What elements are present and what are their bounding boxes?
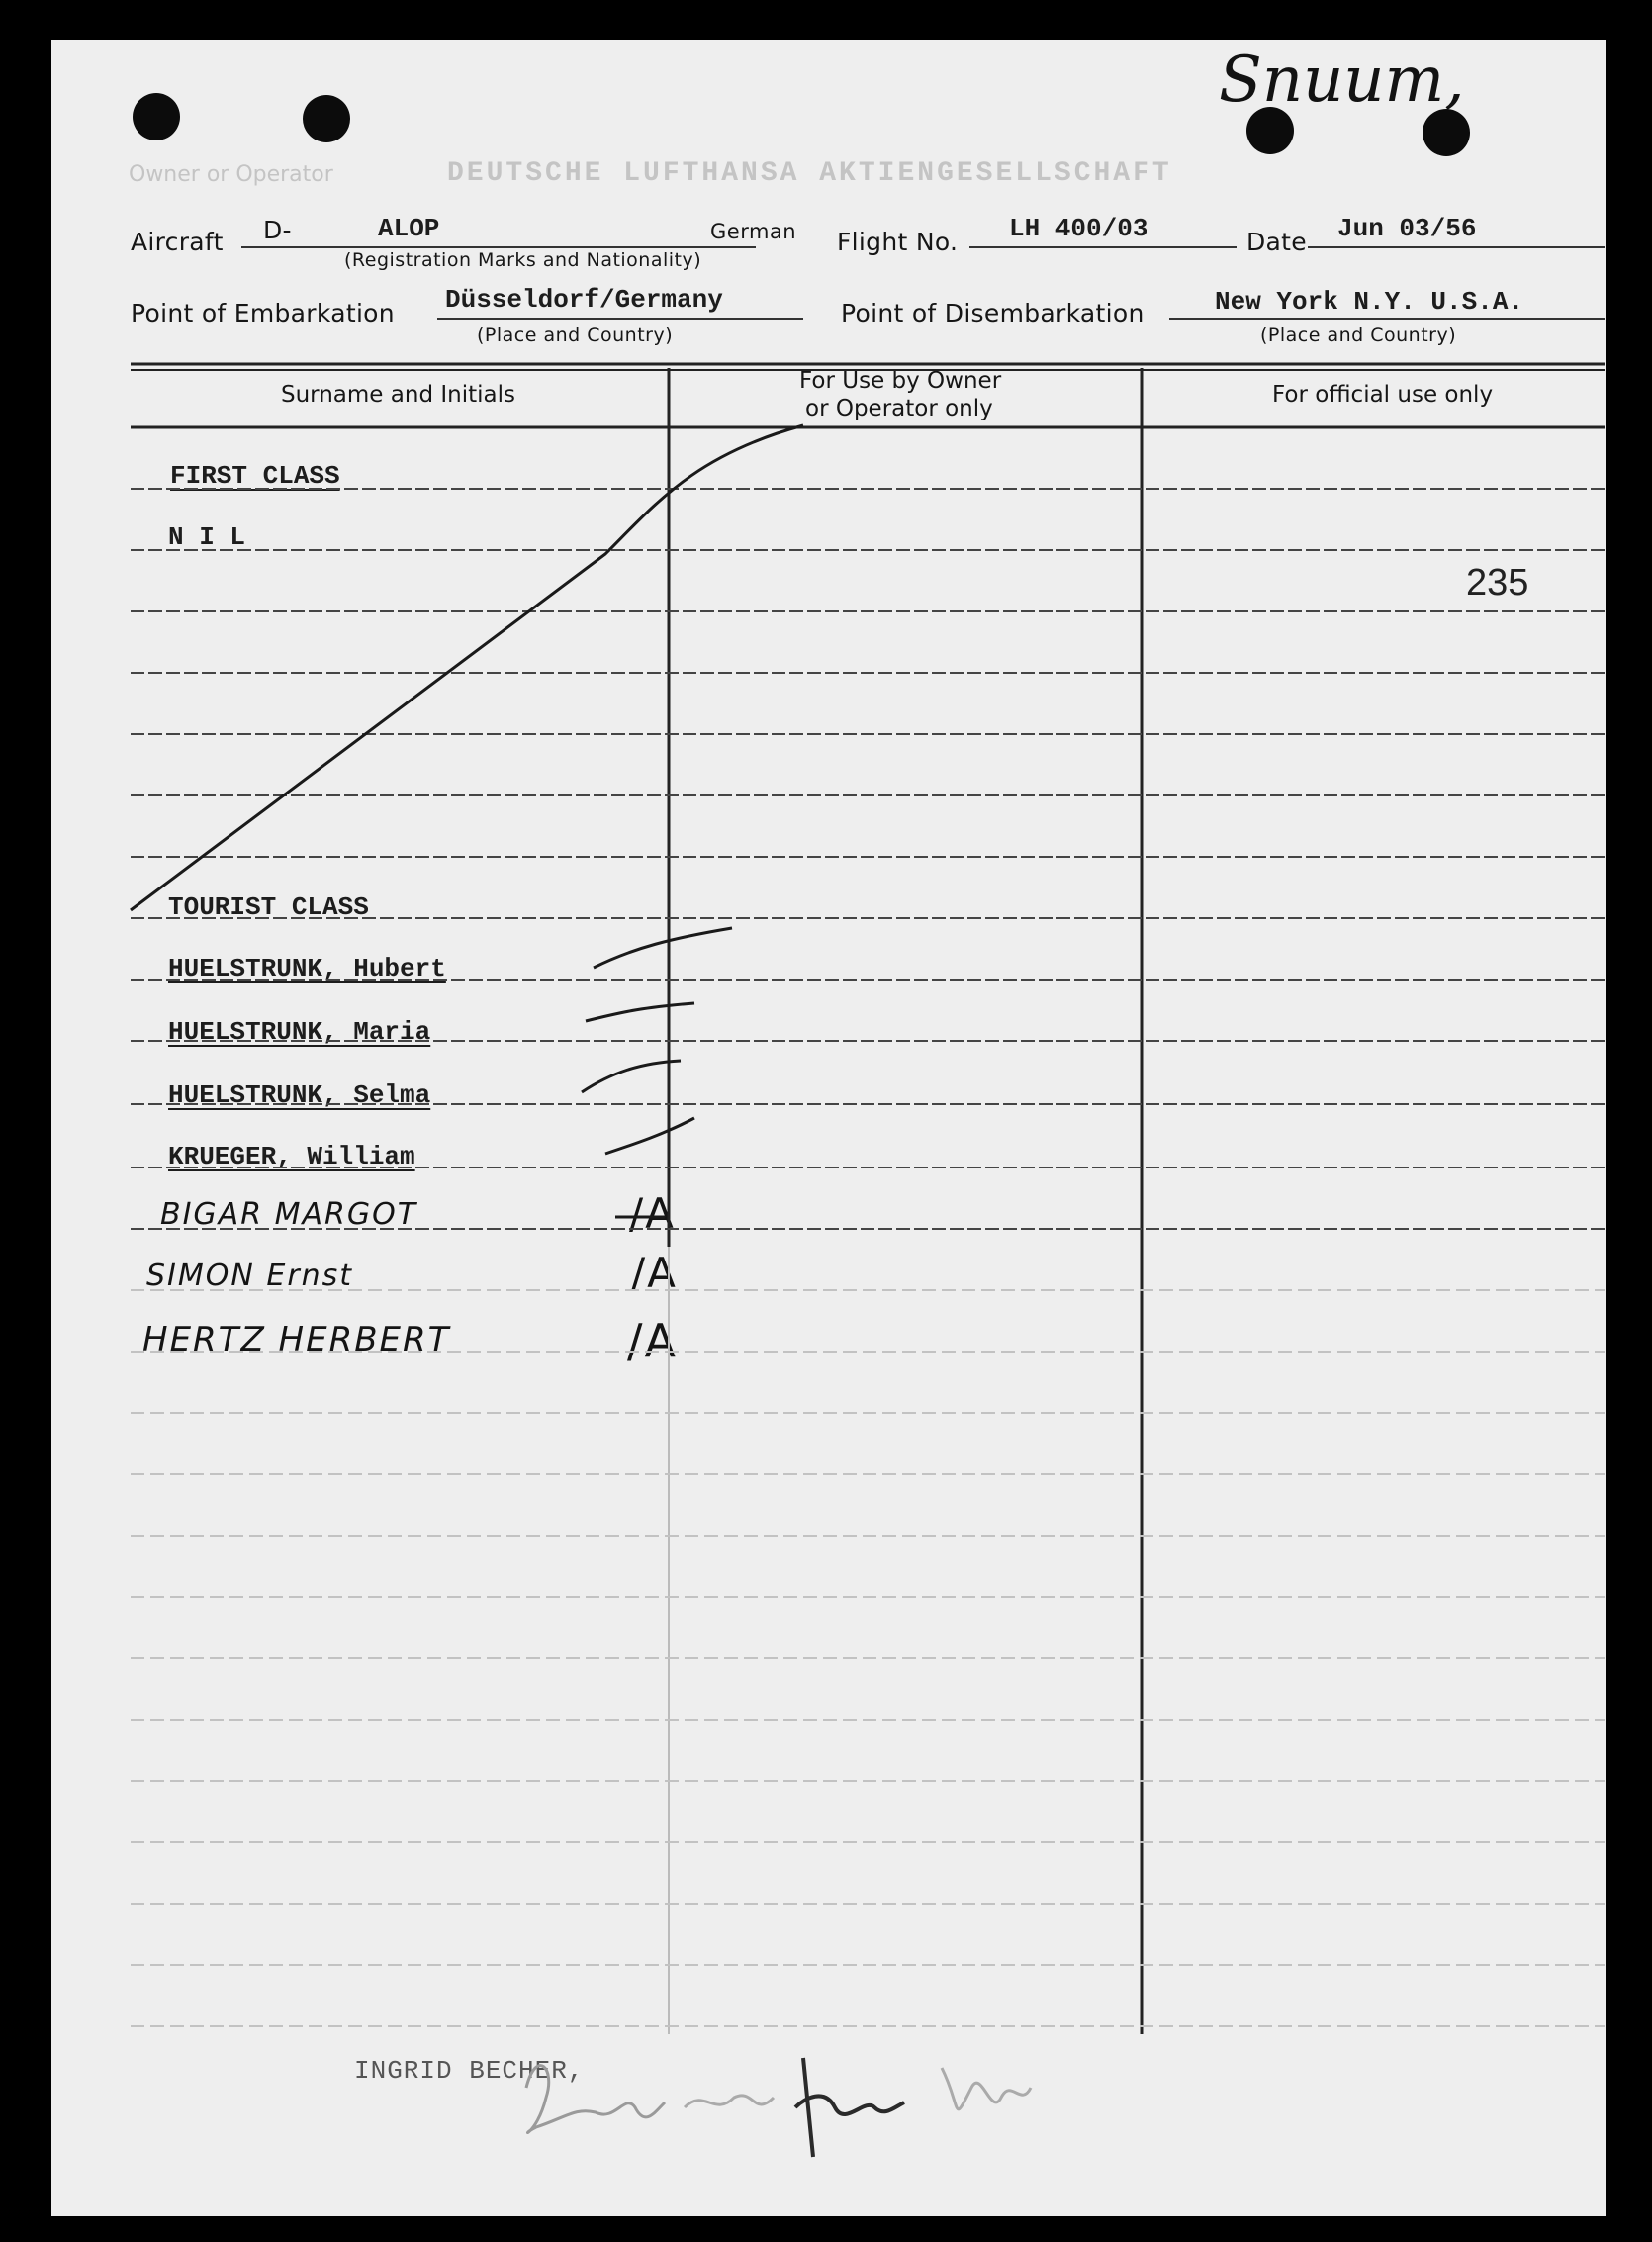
first-class-heading: FIRST CLASS [170, 461, 340, 491]
handwritten-mark: /A [627, 1314, 678, 1367]
disembarkation-value: New York N.Y. U.S.A. [1215, 287, 1524, 317]
flight-label: Flight No. [837, 228, 959, 256]
owner-label: Owner or Operator [129, 162, 333, 187]
tourist-class-heading: TOURIST CLASS [168, 892, 369, 922]
col-header-owner-line1: For Use by Owner [799, 368, 1002, 394]
passenger-typed-name: HUELSTRUNK, Hubert [168, 954, 446, 983]
owner-value: DEUTSCHE LUFTHANSA AKTIENGESELLSCHAFT [447, 158, 1172, 189]
manifest-sheet [51, 40, 1606, 2216]
passenger-handwritten-name: BIGAR MARGOT [160, 1197, 418, 1232]
passenger-handwritten-name: SIMON Ernst [146, 1259, 354, 1293]
footer-stamp-name: INGRID BECHER, [354, 2056, 585, 2086]
passenger-typed-name: KRUEGER, William [168, 1142, 415, 1171]
top-right-handwriting: Snuum, [1219, 44, 1465, 117]
aircraft-caption: (Registration Marks and Nationality) [344, 249, 702, 271]
date-label: Date [1246, 228, 1307, 256]
official-number: 235 [1466, 562, 1529, 604]
form-rules [51, 40, 1606, 2216]
disembarkation-label: Point of Disembarkation [841, 299, 1145, 327]
handwritten-mark: /A [631, 1249, 678, 1297]
col-header-owner-line2: or Operator only [805, 396, 993, 421]
passenger-typed-name: HUELSTRUNK, Selma [168, 1080, 431, 1110]
passenger-typed-name: HUELSTRUNK, Maria [168, 1017, 431, 1047]
aircraft-registration: ALOP [378, 214, 440, 243]
aircraft-prefix: D- [263, 216, 292, 244]
embarkation-caption: (Place and Country) [477, 325, 674, 346]
first-class-nil: N I L [168, 522, 246, 552]
disembarkation-caption: (Place and Country) [1260, 325, 1457, 346]
date-value: Jun 03/56 [1337, 214, 1477, 243]
embarkation-value: Düsseldorf/Germany [445, 285, 723, 315]
passenger-handwritten-name: HERTZ HERBERT [142, 1320, 451, 1359]
col-header-surname: Surname and Initials [281, 382, 515, 408]
handwritten-mark: /A [629, 1189, 676, 1238]
aircraft-label: Aircraft [131, 228, 224, 256]
aircraft-nationality: German [710, 220, 797, 243]
embarkation-label: Point of Embarkation [131, 299, 395, 327]
flight-value: LH 400/03 [1009, 214, 1148, 243]
col-header-official: For official use only [1272, 382, 1494, 408]
